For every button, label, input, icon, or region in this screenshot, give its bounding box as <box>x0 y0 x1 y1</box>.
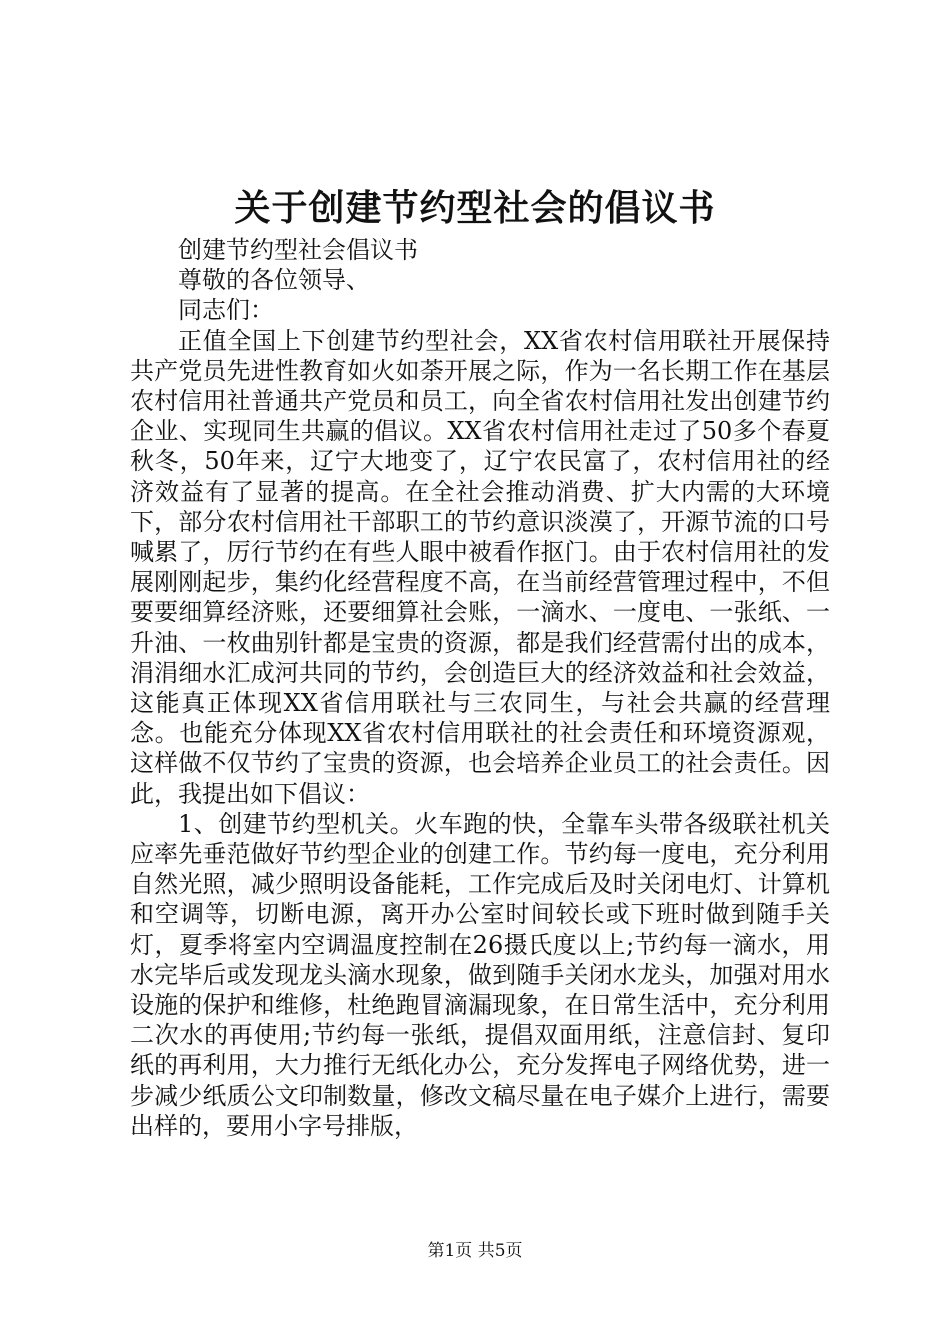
document-body <box>130 235 830 1141</box>
paragraph-subtitle: 创建节约型社会倡议书 <box>178 236 418 264</box>
paragraph-proposal-1: 1、创建节约型机关。火车跑的快，全靠车头带各级联社机关应率先垂范做好节约型企业的创建工作。节约每一度电，充分利用自然光照，减少照明设备能耗，工作完成后及时关闭电灯、计算机和空调等，切断电源，离开办公室时间较长或下班时做到随手关灯，夏季将室内空调温度控制在26摄氏度以上;节约每一滴水，用水完毕后或发现龙头滴水现象，做到随手关闭水龙头，加强对用水设施的保护和维修，杜绝跑冒滴漏现象，在日常生活中，充分利用二次水的再使用;节约每一张纸，提倡双面用纸，注意信封、复印纸的再利用，大力推行无纸化办公，充分发挥电子网络优势，进一步减少纸质公文印制数量，修改文稿尽量在电子媒介上进行，需要出样的，要用小字号排版， <box>130 809 830 1140</box>
page-footer: 第1页 共5页 <box>427 1241 523 1261</box>
paragraph-salutation-2: 同志们： <box>178 296 274 325</box>
paragraph-intro: 正值全国上下创建节约型社会，XX省农村信用联社开展保持共产党员先进性教育如火如荼开展之际，作为一名长期工作在基层农村信用社普通共产党员和员工，向全省农村信用社发出创建节约企业、实现同生共赢的倡议。XX省农村信用社走过了50多个春夏秋冬，50年来，辽宁大地变了，辽宁农民富了，农村信用社的经济效益有了显著的提高。在全社会推动消费、扩大内需的大环境下，部分农村信用社干部职工的节约意识淡漠了，开源节流的口号喊累了，厉行节约在有些人眼中被看作抠门。由于农村信用社的发展刚刚起步，集约化经营程度不高，在当前经营管理过程中，不但要要细算经济账，还要细算社会账，一滴水、一度电、一张纸、一升油、一枚曲别针都是宝贵的资源，都是我们经营需付出的成本，涓涓细水汇成河共同的节约，会创造巨大的经济效益和社会效益，这能真正体现XX省信用联社与三农同生，与社会共赢的经营理念。也能充分体现XX省农村信用联社的社会责任和环境资源观，这样做不仅节约了宝贵的资源，也会培养企业员工的社会责任。因此，我提出如下倡议： <box>130 326 830 808</box>
paragraph-salutation: 尊敬的各位领导、 <box>178 266 370 295</box>
document-title: 关于创建节约型社会的倡议书 <box>234 187 716 229</box>
